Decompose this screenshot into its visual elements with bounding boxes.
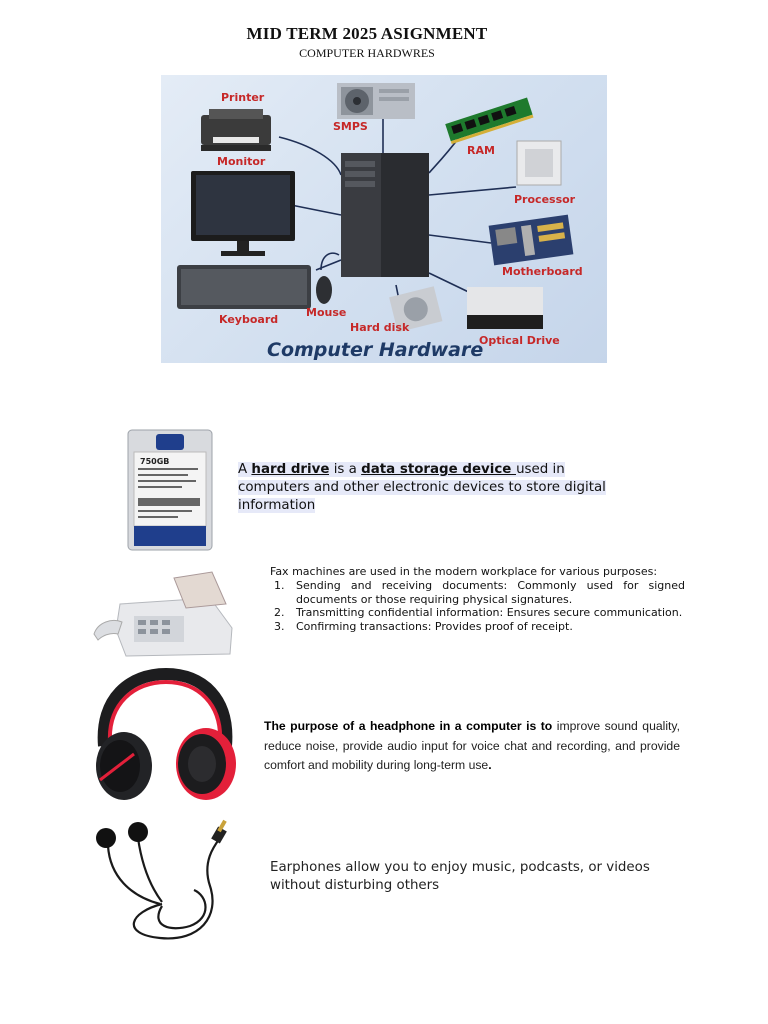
hdd-text-a: A <box>238 462 252 477</box>
monitor-label: Monitor <box>217 155 266 168</box>
motherboard-graphic <box>489 215 574 266</box>
ram-graphic <box>445 98 533 145</box>
processor-graphic <box>517 141 561 185</box>
processor-label: Processor <box>514 193 576 206</box>
headphone-image <box>90 668 240 804</box>
hard-drive-image <box>126 428 214 552</box>
headphone-text: improve sound quality, reduce noise, provide audio input for voice chat and recording, and provide comfort and mobility during long-term use <box>264 719 681 772</box>
fax-machine-icon <box>90 568 236 660</box>
term-hard-drive: hard drive <box>251 462 330 477</box>
list-item-text: Sending and receiving documents: Commonly used for signed documents or those requiring physical signatures. <box>296 579 685 606</box>
keyboard-graphic <box>177 265 311 309</box>
hero-caption: Computer Hardware <box>267 339 484 361</box>
list-item <box>270 620 685 634</box>
list-item-text: Confirming transactions: Provides proof of receipt. <box>296 619 573 633</box>
keyboard-label: Keyboard <box>219 313 279 326</box>
printer-label: Printer <box>221 91 265 104</box>
list-item <box>270 606 685 620</box>
list-item-number: 2. <box>274 606 285 620</box>
hard-drive-icon <box>126 428 214 552</box>
hdd-capacity-label: 750GB <box>140 457 170 466</box>
headphone-bold-intro: The purpose of a headphone in a computer is to <box>264 719 553 733</box>
mouse-graphic <box>316 276 332 304</box>
earphones-image <box>90 816 240 948</box>
hdd-text-is: is a <box>329 462 362 477</box>
document-title: MID TERM 2025 ASIGNMENT <box>246 24 488 43</box>
motherboard-label: Motherboard <box>502 265 583 278</box>
headphone-end: . <box>488 758 492 772</box>
earphones-paragraph: Earphones allow you to enjoy music, podcasts, or videos without disturbing others <box>270 860 650 893</box>
list-item-text: Transmitting confidential information: Ensures secure communication. <box>296 606 683 620</box>
computer-hardware-diagram <box>161 75 607 363</box>
tower-graphic <box>341 153 429 277</box>
term-data-storage-device: data storage device <box>361 462 517 477</box>
earphones-icon <box>90 816 240 948</box>
headphone-icon <box>90 668 240 804</box>
fax-purposes-list <box>270 579 685 633</box>
list-item-number: 1. <box>274 579 285 592</box>
hard-drive-paragraph <box>238 461 628 515</box>
hard-disk-label: Hard disk <box>350 321 410 334</box>
list-item <box>270 579 685 606</box>
fax-intro: Fax machines are used in the modern workplace for various purposes: <box>270 565 658 578</box>
smps-graphic <box>337 83 415 119</box>
mouse-label: Mouse <box>306 306 347 319</box>
fax-machine-image <box>90 568 236 660</box>
optical-drive-graphic <box>467 287 543 329</box>
headphone-paragraph <box>264 717 680 776</box>
smps-label: SMPS <box>333 120 368 133</box>
optical-drive-label: Optical Drive <box>479 334 560 347</box>
list-item-number: 3. <box>274 619 285 633</box>
hdd-text-rest: used in computers and other electronic devices to store digital information <box>238 462 606 513</box>
ram-label: RAM <box>467 144 495 157</box>
document-subtitle: COMPUTER HARDWRES <box>299 46 435 60</box>
monitor-graphic <box>191 171 295 256</box>
printer-graphic <box>201 109 271 151</box>
